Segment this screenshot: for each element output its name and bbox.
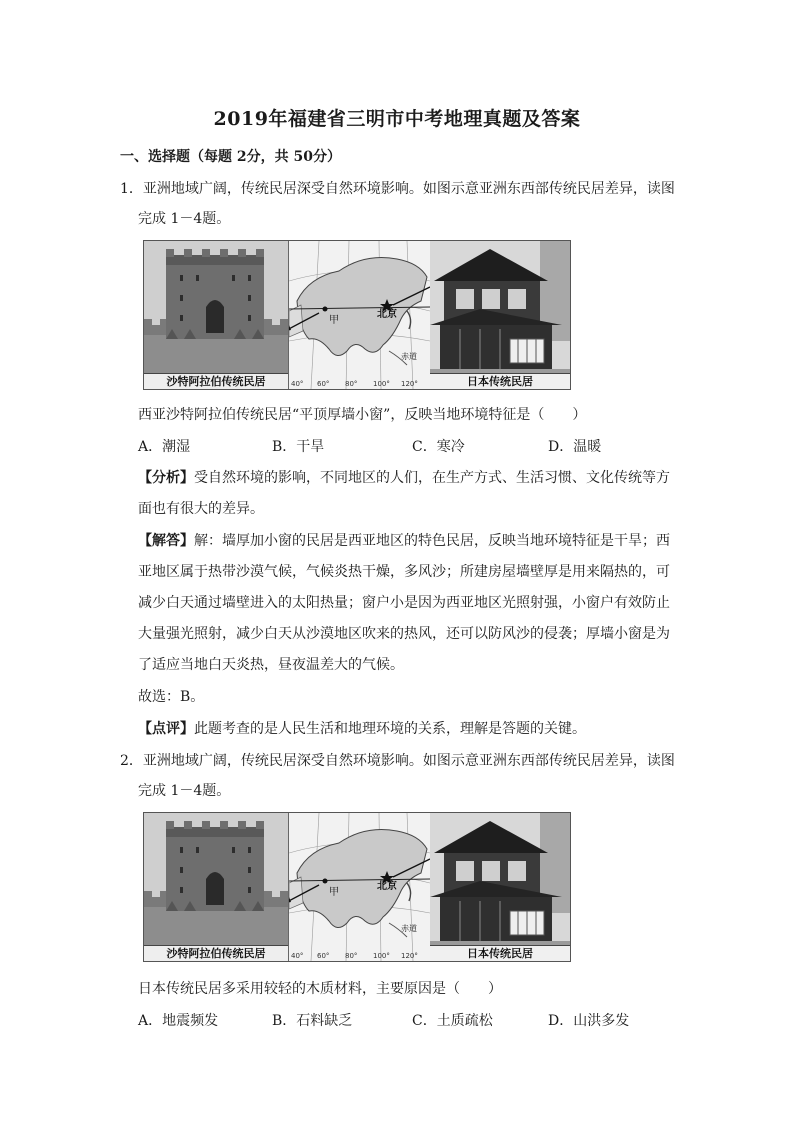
q1-analysis-line2: 面也有很大的差异。 [138,501,264,517]
analysis-text: 受自然环境的影响，不同地区的人们，在生产方式、生活习惯、文化传统等方 [194,470,670,486]
japan-house-photo [430,813,570,961]
map-label-beijing: 北京 [377,309,397,320]
map-label-equator: 赤道 [401,924,417,933]
q1-option-c[interactable]: C．寒冷 [412,439,465,455]
answer-tag: 【解答】 [138,533,194,549]
q1-figure [143,240,571,390]
saudi-house-photo [144,813,288,961]
lon-tick: 80° [345,952,358,960]
lon-tick: 100° [373,380,390,388]
q2-option-c[interactable]: C．土质疏松 [412,1013,493,1029]
saudi-caption: 沙特阿拉伯传统民居 [144,945,288,961]
q2-stem-line2: 完成 1－4题。 [138,783,231,799]
lon-tick: 80° [345,380,358,388]
asia-map [288,241,431,389]
q1-stem-line1: 1．亚洲地域广阔，传统民居深受自然环境影响。如图示意亚洲东西部传统民居差异，读图 [120,181,675,197]
map-label-beijing: 北京 [377,881,397,892]
section-heading: 一、选择题（每题 2分，共 50分） [120,149,341,165]
page-title: 2019年福建省三明市中考地理真题及答案 [213,108,581,130]
map-label-jia: 甲 [329,887,339,898]
q1-option-d[interactable]: D．温暖 [548,439,602,455]
q1-answer-line3: 减少白天通过墙壁进入的太阳热量；窗户小是因为西亚地区光照射强，小窗户有效防止 [138,595,670,611]
answer-text: 解：墙厚加小窗的民居是西亚地区的特色民居，反映当地环境特征是干旱；西 [194,533,670,549]
comment-tag: 【点评】 [138,721,194,737]
map-label-jia: 甲 [329,315,339,326]
q1-stem-line2: 完成 1－4题。 [138,211,231,227]
lon-tick: 100° [373,952,390,960]
q2-question: 日本传统民居多采用较轻的木质材料，主要原因是（ ） [138,981,502,997]
japan-caption: 日本传统民居 [430,373,570,389]
lon-tick: 120° [401,952,418,960]
q1-answer-line5: 了适应当地白天炎热，昼夜温差大的气候。 [138,657,404,673]
japan-caption: 日本传统民居 [430,945,570,961]
q1-analysis [138,467,670,487]
lon-tick: 40° [291,952,304,960]
saudi-caption: 沙特阿拉伯传统民居 [144,373,288,389]
lon-tick: 40° [291,380,304,388]
lon-tick: 60° [317,952,330,960]
q1-comment [138,718,586,738]
q2-option-d[interactable]: D．山洪多发 [548,1013,630,1029]
map-label-equator: 赤道 [401,352,417,361]
q1-choice: 故选：B。 [138,689,205,705]
saudi-house-photo [144,241,288,389]
japan-house-photo [430,241,570,389]
q2-option-a[interactable]: A．地震频发 [138,1013,219,1029]
analysis-tag: 【分析】 [138,470,194,486]
asia-map [288,813,431,961]
q1-option-a[interactable]: A．潮湿 [138,439,191,455]
q1-answer-line2: 亚地区属于热带沙漠气候，气候炎热干燥，多风沙；所建房屋墙壁厚是用来隔热的，可 [138,564,670,580]
q1-option-b[interactable]: B．干旱 [272,439,325,455]
q2-option-b[interactable]: B．石料缺乏 [272,1013,353,1029]
q2-stem-line1: 2．亚洲地域广阔，传统民居深受自然环境影响。如图示意亚洲东西部传统民居差异，读图 [120,753,675,769]
q1-question: 西亚沙特阿拉伯传统民居“平顶厚墙小窗”，反映当地环境特征是（ ） [138,407,587,423]
lon-tick: 60° [317,380,330,388]
lon-tick: 120° [401,380,418,388]
q1-answer-line4: 大量强光照射，减少白天从沙漠地区吹来的热风，还可以防风沙的侵袭；厚墙小窗是为 [138,626,670,642]
q1-answer [138,530,670,550]
comment-text: 此题考查的是人民生活和地理环境的关系，理解是答题的关键。 [194,721,586,737]
q2-figure [143,812,571,962]
